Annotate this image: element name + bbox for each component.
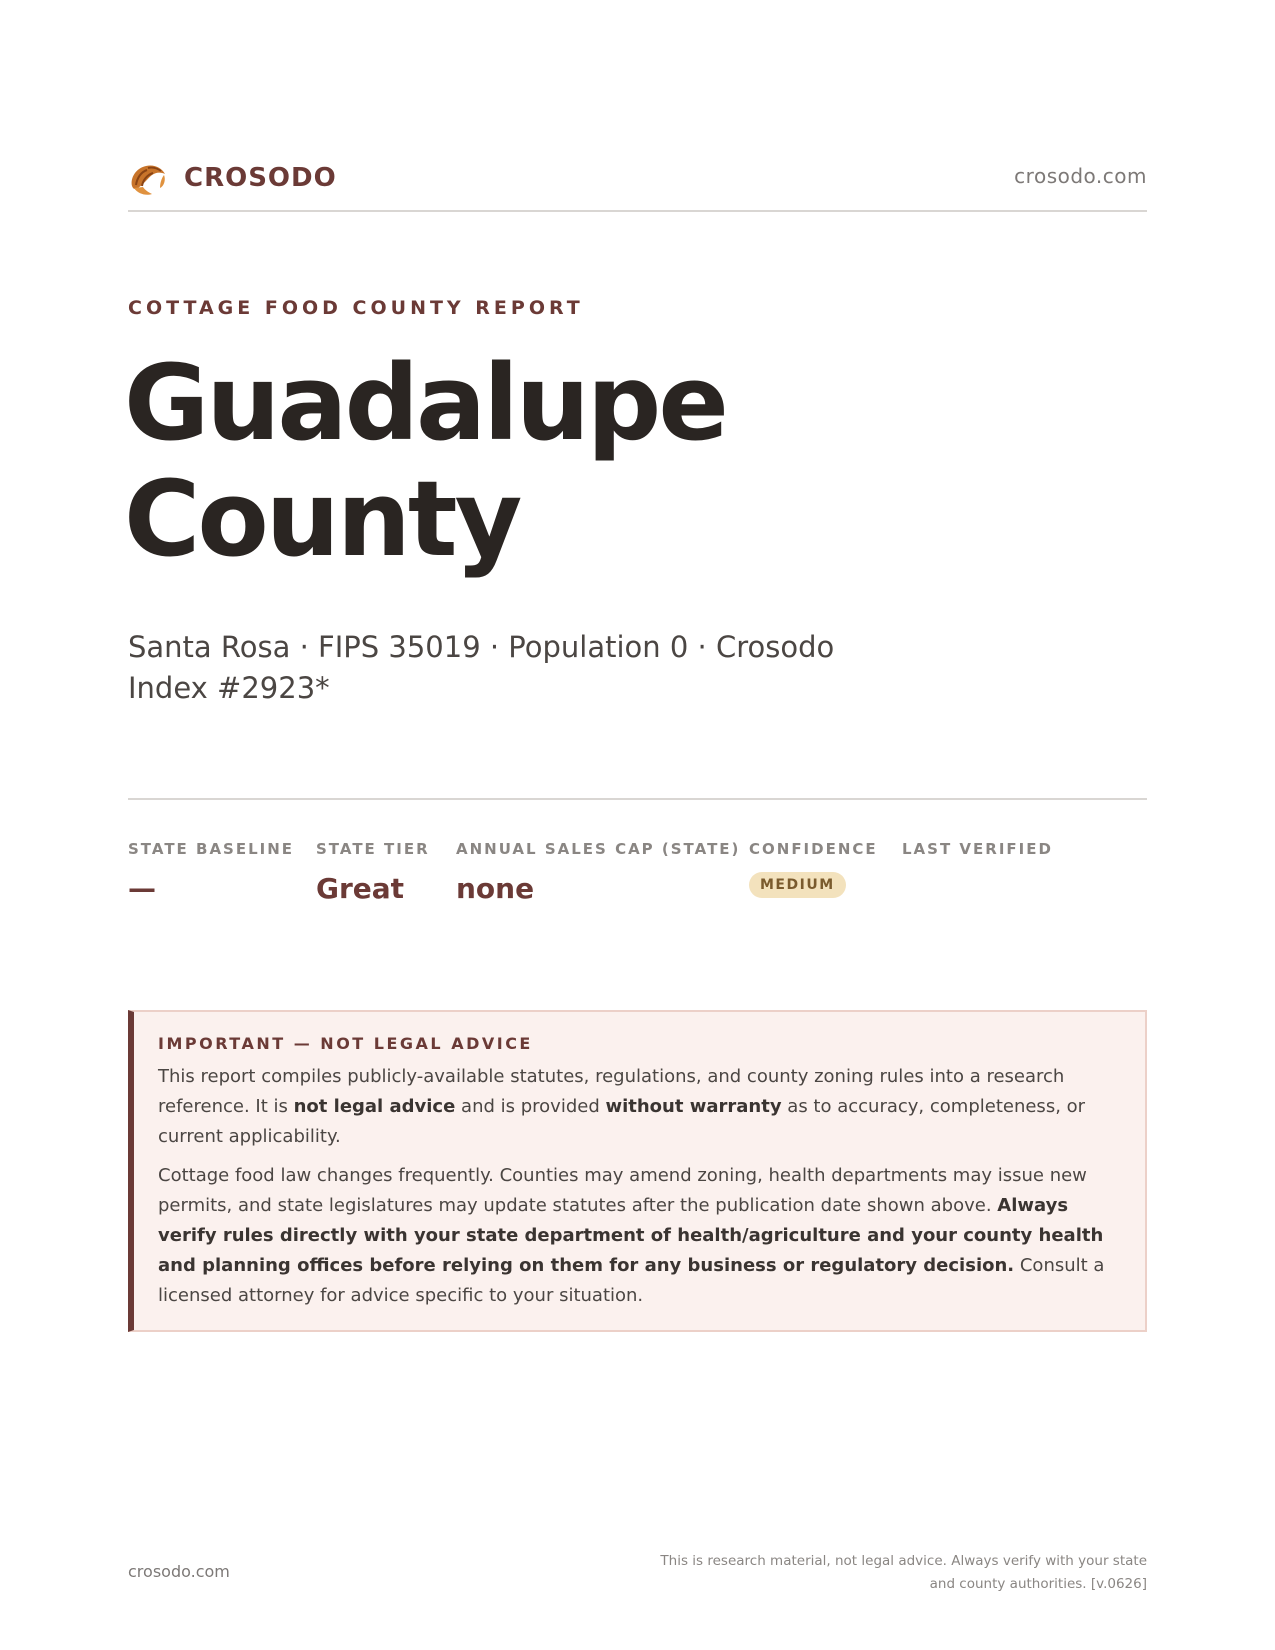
stats-row	[128, 798, 1147, 940]
notice-paragraph-2	[158, 1161, 1121, 1311]
notice-paragraph-1	[158, 1062, 1121, 1152]
legal-notice	[128, 1010, 1147, 1332]
stat-label: STATE BASELINE	[128, 840, 295, 858]
notice-text: Consult a licensed attorney for advice specific to your situation.	[158, 1255, 1105, 1306]
stat-state-tier	[316, 840, 430, 905]
stat-confidence	[749, 840, 878, 898]
stat-label: LAST VERIFIED	[902, 840, 1053, 858]
stat-state-baseline	[128, 840, 294, 905]
stat-sales-cap	[456, 840, 740, 905]
notice-emphasis: Always verify rules directly with your state department of health/agriculture and your county health and planning offices before relying on them for any business or regulatory decision.	[158, 1195, 1104, 1276]
report-eyebrow: COTTAGE FOOD COUNTY REPORT	[128, 297, 584, 319]
county-title	[124, 342, 1024, 580]
notice-emphasis: not legal advice	[293, 1096, 456, 1117]
notice-title: IMPORTANT — NOT LEGAL ADVICE	[158, 1034, 533, 1053]
stat-value: —	[128, 872, 156, 905]
footer-disclaimer-line1: This is research material, not legal advice. Always verify with your state	[660, 1553, 1147, 1569]
county-title-line2: County	[124, 458, 520, 580]
stat-label: STATE TIER	[316, 840, 430, 858]
footer-disclaimer-line2: and county authorities. [v.0626]	[929, 1576, 1147, 1592]
croissant-icon	[128, 158, 168, 198]
notice-text: This report compiles publicly-available statutes, regulations, and county zoning rules into a research reference. It is	[158, 1066, 1065, 1117]
report-page	[124, 0, 1147, 1650]
stat-value: Great	[316, 872, 405, 905]
footer-disclaimer	[627, 1550, 1147, 1596]
stat-label: ANNUAL SALES CAP (STATE)	[456, 840, 741, 858]
county-title-line1: Guadalupe	[124, 342, 726, 464]
brand	[128, 158, 337, 198]
notice-emphasis: without warranty	[605, 1096, 782, 1117]
page-header	[128, 158, 1147, 212]
county-subtitle: Santa Rosa · FIPS 35019 · Population 0 · Crosodo Index #2923*	[128, 630, 835, 705]
notice-text: and is provided	[455, 1096, 606, 1117]
footer-site-url[interactable]: crosodo.com	[128, 1562, 230, 1581]
site-url[interactable]: crosodo.com	[1014, 164, 1147, 188]
stat-value: none	[456, 872, 535, 905]
stat-last-verified	[902, 840, 1053, 872]
confidence-badge: MEDIUM	[749, 872, 846, 898]
stat-label: CONFIDENCE	[749, 840, 878, 858]
notice-text: Cottage food law changes frequently. Counties may amend zoning, health departments may issue new permits, and state legislatures may update statutes after the publication date shown above.	[158, 1165, 1087, 1216]
brand-name: CROSODO	[184, 163, 337, 193]
notice-text: as to accuracy, completeness, or current applicability.	[158, 1096, 1086, 1147]
